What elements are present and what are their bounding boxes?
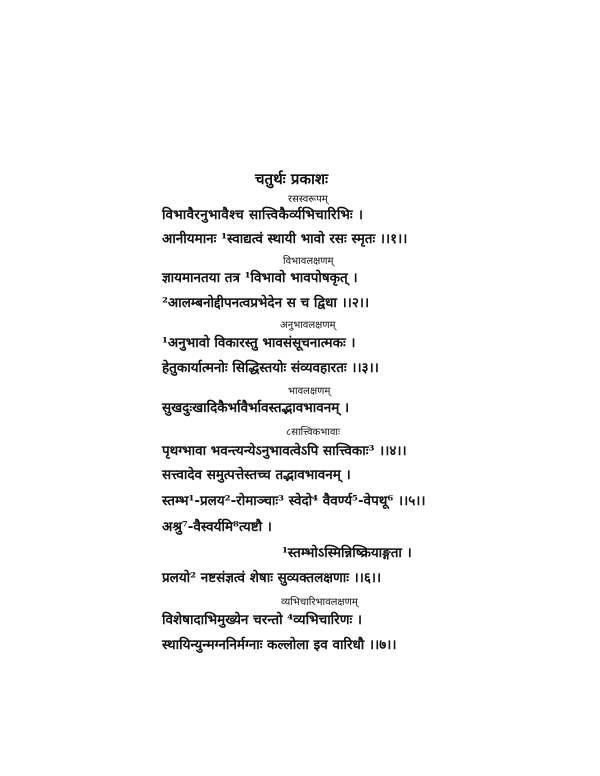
- verse-line: विभावैरनुभावैश्च सात्त्विकैर्व्यभिचारिभिः ।: [162, 207, 364, 223]
- verse-line: आनीयमानः ¹स्वाद्यत्वं स्थायी भावो रसः स्मृतः ।।१।।: [162, 231, 408, 247]
- verse-line: ज्ञायमानतया तत्र ¹विभावो भावपोषकृत् ।: [162, 270, 358, 286]
- verse-line: पृथग्भावा भवन्त्यन्येऽनुभावत्वेऽपि सात्त्विकाः³ ।।४।।: [162, 443, 407, 459]
- section-heading-sattvika: ८सात्त्विकभावाः: [286, 427, 341, 438]
- verse-line: प्रलयो² नष्टसंज्ञत्वं शेषाः सुव्यक्तलक्षणाः ।।६।।: [162, 570, 382, 586]
- section-heading-rasa: रसस्वरूपम्: [288, 194, 328, 205]
- chapter-title: चतुर्थः प्रकाशः: [255, 170, 329, 188]
- verse-line: विशेषादाभिमुख्येन चरन्तो ⁴व्यभिचारिणः ।: [162, 612, 363, 628]
- section-heading-bhava: भावलक्षणम्: [288, 386, 331, 397]
- section-heading-vibhava: विभावलक्षणम्: [283, 256, 334, 267]
- verse-line: सत्त्वादेव समुत्पत्तेस्तच्च तद्भावभावनम् ।: [162, 467, 351, 483]
- verse-line: स्थायिन्युन्मग्ननिर्मग्नाः कल्लोला इव वारिधौ ।।७।।: [162, 637, 397, 653]
- section-heading-anubhava: अनुभावलक्षणम्: [280, 320, 336, 331]
- verse-line: ²आलम्बनोद्दीपनत्वप्रभेदेन स च द्विधा ।।२।।: [162, 295, 370, 311]
- verse-line: हेतुकार्यात्मनोः सिद्धिस्तयोः संव्यवहारतः ।।३।।: [162, 360, 379, 376]
- verse-line: सुखदुःखादिकैर्भावैर्भावस्तद्भावभावनम् ।: [162, 400, 350, 416]
- verse-line: स्तम्भ¹-प्रलय²-रोमाञ्चाः³ स्वेदो⁴ वैवर्ण्य⁵-वेपथू⁶ ।।५।।: [162, 493, 426, 509]
- verse-line: ¹स्तम्भोऽस्मिन्निष्क्रियाङ्गता ।: [282, 545, 412, 561]
- verse-line: अश्रु⁷-वैस्वर्यमि⁸त्यष्टौ ।: [162, 519, 272, 535]
- verse-line: ¹अनुभावो विकारस्तु भावसंसूचनात्मकः ।: [162, 335, 356, 351]
- section-heading-vyabhichari: व्यभिचारिभावलक्षणम्: [281, 597, 358, 608]
